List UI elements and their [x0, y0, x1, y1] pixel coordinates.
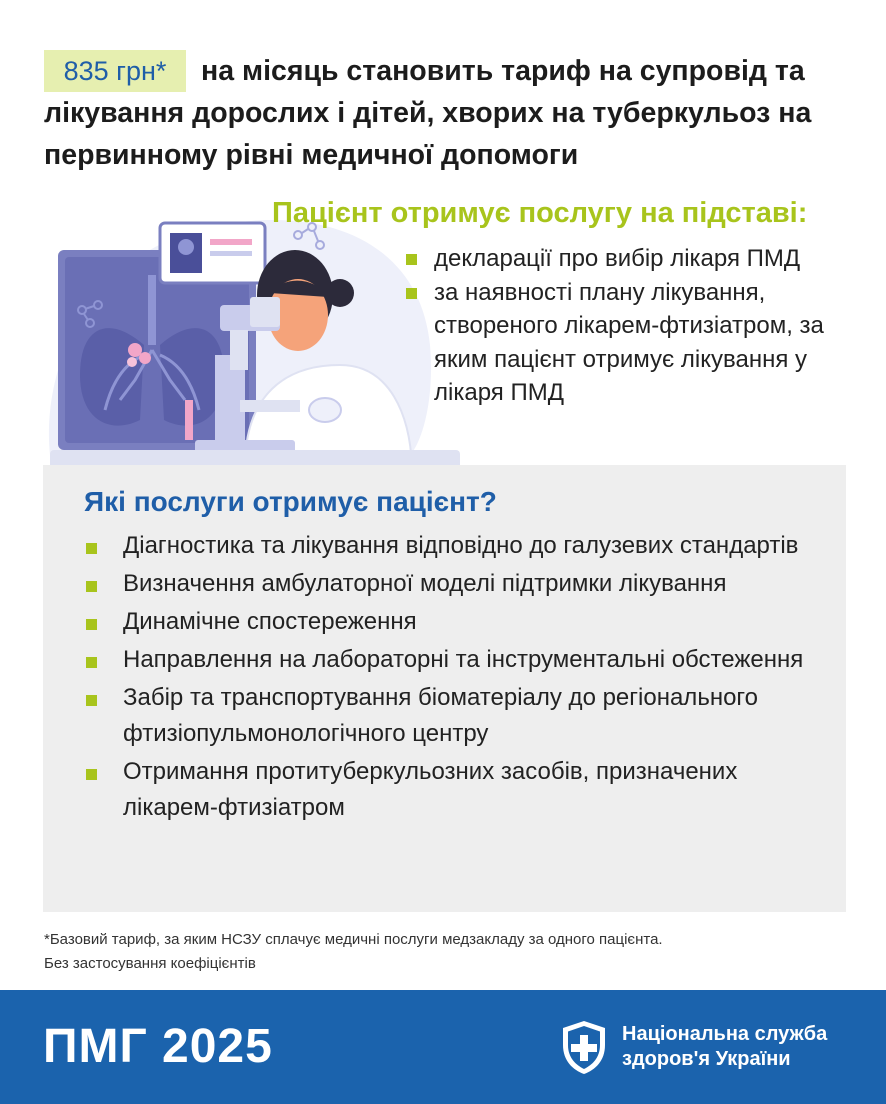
nszu-shield-logo-icon — [561, 1019, 607, 1075]
list-item: за наявності плану лікування, створеного лікарем-фтизіатром, за яким пацієнт отримує лікування у лікаря ПМД — [404, 276, 864, 410]
headline: на місяць становить тариф на супровід та лікування дорослих і дітей, хворих на туберкульоз на первинному рівні медичної допомоги — [44, 55, 812, 171]
basis-list — [404, 242, 864, 410]
org-name: Національна служба здоров'я України — [622, 1023, 828, 1070]
services-list — [84, 528, 824, 828]
square-bullet-icon — [86, 657, 97, 668]
basis-title: Пацієнт отримує послугу на підставі: — [272, 197, 808, 229]
list-item: Отримання протитуберкульозних засобів, призначених лікарем-фтизіатром — [84, 754, 824, 826]
footnote-line: *Базовий тариф, за яким НСЗУ сплачує медичні послуги медзакладу за одного пацієнта. — [44, 931, 663, 948]
footnote — [44, 928, 824, 975]
list-item: Визначення амбулаторної моделі підтримки лікування — [84, 566, 824, 602]
square-bullet-icon — [86, 769, 97, 780]
footnote-line: Без застосування коефіцієнтів — [44, 954, 256, 972]
list-item: Направлення на лабораторні та інструментальні обстеження — [84, 642, 824, 678]
square-bullet-icon — [86, 619, 97, 630]
list-item: декларації про вибір лікаря ПМД — [404, 242, 864, 276]
square-bullet-icon — [86, 695, 97, 706]
services-title: Які послуги отримує пацієнт? — [84, 486, 497, 517]
list-item: Динамічне спостереження — [84, 604, 824, 640]
square-bullet-icon — [406, 288, 417, 299]
square-bullet-icon — [406, 254, 417, 265]
square-bullet-icon — [86, 543, 97, 554]
price-badge: 835 грн* — [44, 50, 186, 92]
footer-title: ПМГ 2025 — [43, 1020, 273, 1073]
square-bullet-icon — [86, 581, 97, 592]
list-item: Діагностика та лікування відповідно до галузевих стандартів — [84, 528, 824, 564]
list-item: Забір та транспортування біоматеріалу до регіонального фтизіопульмонологічного центру — [84, 680, 824, 752]
